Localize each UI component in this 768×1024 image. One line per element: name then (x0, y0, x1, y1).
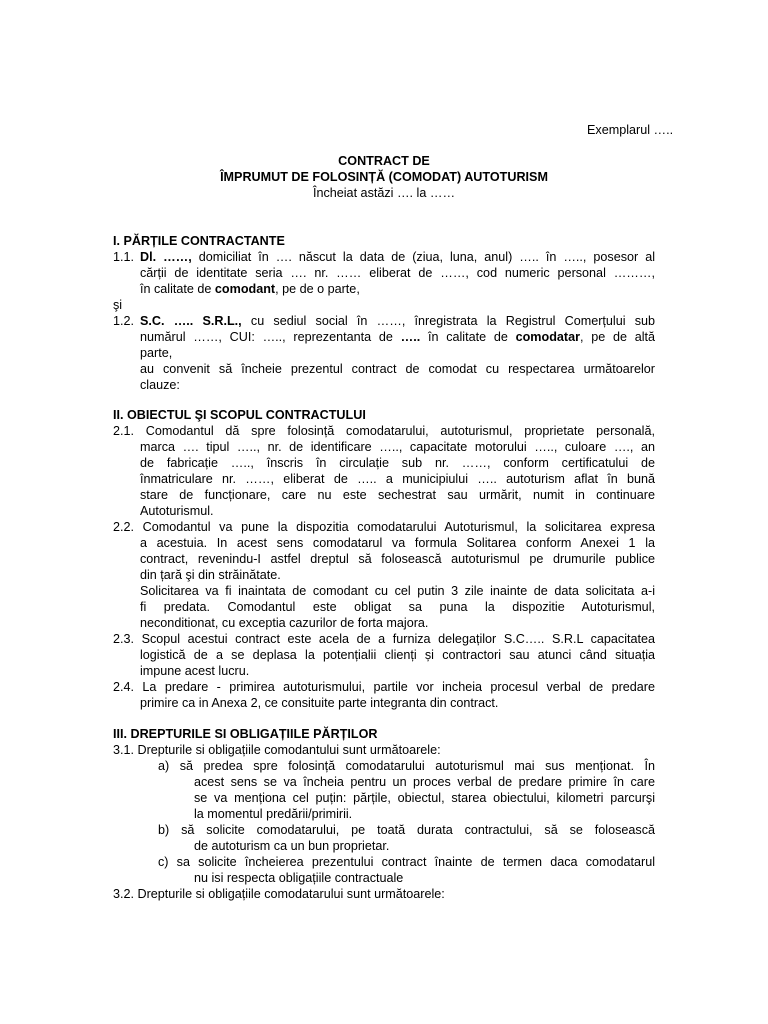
document-title: CONTRACT DE (338, 154, 430, 168)
clause-1-2-line3: parte, (140, 346, 173, 360)
clause-3-2-intro: 3.2. Drepturile si obligațiile comodatarului sunt următoarele: (113, 887, 445, 901)
clause-2-1-line: stare de funcționare, care nu este sechestrat sau urmărit, numit in continuare (140, 488, 655, 502)
clause-3-1-a-line: acest sens se va încheia pentru un proces verbal de predare primire în care (194, 775, 655, 789)
clause-3-1-b-line: de autoturism ca un bun proprietar. (194, 839, 390, 853)
clause-2-1-line: înmatriculare nr. ……, eliberat de ….. a municipiului ….. autoturism aflat în bună (140, 472, 655, 486)
clause-2-4-line: 2.4. La predare - primirea autoturismului, partile vor incheia procesul verbal de predare (113, 680, 655, 694)
document-subtitle: ÎMPRUMUT DE FOLOSINȚĂ (COMODAT) AUTOTURISM (220, 170, 548, 184)
clause-3-1-a-line: se va menționa cel puțin: părțile, obiectul, starea obiectului, kilometri parcurşi (194, 791, 655, 805)
clause-1-2-representative: ….. (400, 330, 421, 344)
clause-1-1-line1 (140, 249, 655, 265)
exemplar-label: Exemplarul ….. (587, 123, 674, 137)
clause-1-2-line5: clauze: (140, 378, 180, 392)
clause-2-2-line: a acestuia. In acest sens comodatarul va formula Solitarea conform Anexei 1 la (140, 536, 655, 550)
clause-3-1-c-line: nu isi respecta obligațiile contractuale (194, 871, 404, 885)
clause-2-3-line: logistică de a se deplasa la potențialii clienți și contractori sau atunci când situația (140, 648, 655, 662)
clause-1-2-company-name: S.C. ….. S.R.L., (140, 314, 242, 328)
section-1-heading: I. PĂRȚILE CONTRACTANTE (113, 234, 285, 248)
clause-2-2-line: fi predata. Comodantul este obligat sa puna la dispozitie Autoturismul, (140, 600, 655, 614)
clause-1-2-line2-pre: numărul ……, CUI: ….., reprezentanta de (140, 330, 393, 344)
clause-3-1-c-line: c) sa solicite încheierea prezentului contract înainte de termen daca comodatarul (158, 855, 655, 869)
clause-1-1-line3-post: , pe de o parte, (275, 282, 360, 296)
clause-2-2-line: Solicitarea va fi inaintata de comodant cu cel putin 3 zile inainte de data solicitata a-i (140, 584, 655, 598)
clause-3-1-intro: 3.1. Drepturile si obligațiile comodantului sunt următoarele: (113, 743, 441, 757)
clause-3-1-a-line: a) să predea spre folosință comodatarului autoturismul mai sus menționat. În (158, 759, 655, 773)
section-2-heading: II. OBIECTUL ŞI SCOPUL CONTRACTULUI (113, 408, 366, 422)
clause-2-1-line: marca …. tipul ….., nr. de identificare ….., capacitate motorului ….., culoare …., an (140, 440, 655, 454)
comodant-term: comodant (214, 282, 276, 296)
clause-3-1-b-line: b) să solicite comodatarului, pe toată durata contractului, să se folosească (158, 823, 655, 837)
clause-1-2-line2-mid: în calitate de (427, 330, 508, 344)
clause-2-2-line: din țară şi din străinătate. (140, 568, 281, 582)
conjunction-si: şi (113, 298, 123, 312)
clause-2-2-line: 2.2. Comodantul va pune la dispozitia comodatarului Autoturismul, la solicitarea expresa (113, 520, 655, 534)
clause-1-1-line2: cărții de identitate seria …. nr. …… eliberat de ……, cod numeric personal ………, (140, 266, 655, 280)
clause-2-3-line: impune acest lucru. (140, 664, 250, 678)
clause-1-2-line1 (140, 313, 655, 329)
clause-1-1-line3-pre: în calitate de (140, 282, 212, 296)
comodatar-term: comodatar (515, 330, 580, 344)
clause-2-2-line: contract, revenindu-I astfel dreptul să folosească autoturismul pe drumurile publice (140, 552, 655, 566)
clause-1-1-party-name: Dl. ……, (140, 250, 192, 264)
section-3-heading: III. DREPTURILE SI OBLIGAȚIILE PĂRȚILOR (113, 727, 378, 741)
clause-2-1-line: Autoturismul. (140, 504, 214, 518)
clause-2-1-line: 2.1. Comodantul dă spre folosință comodatarului, autoturismul, proprietate personală, (113, 424, 655, 438)
clause-2-2-line: neconditionat, cu exceptia cazurilor de forta majora. (140, 616, 429, 630)
clause-2-3-line: 2.3. Scopul acestui contract este acela de a furniza delegaților S.C….. S.R.L capacitatea (113, 632, 655, 646)
clause-1-2-line2 (140, 329, 655, 345)
clause-1-1-number: 1.1. (113, 250, 135, 264)
clause-1-2-number: 1.2. (113, 314, 135, 328)
clause-1-2-line4: au convenit să încheie prezentul contract de comodat cu respectarea următoarelor (140, 362, 655, 376)
clause-1-1-line3 (140, 281, 360, 297)
clause-1-1-line1-text: domiciliat în …. născut la data de (ziua, luna, anul) ….. în ….., posesor al (198, 250, 656, 264)
clause-3-1-a-line: la momentul predării/primirii. (194, 807, 353, 821)
clause-2-1-line: de fabricație ….., înscris în circulație sub nr. ……, conform certificatului de (140, 456, 655, 470)
clause-1-2-line2-post: , pe de altă (580, 330, 656, 344)
clause-1-2-line1-text: cu sediul social în ……, înregistrata la Registrul Comerțului sub (250, 314, 656, 328)
document-date-line: Încheiat astăzi …. la …… (312, 186, 456, 200)
clause-2-4-line: primire ca in Anexa 2, ce consituite parte integranta din contract. (140, 696, 499, 710)
